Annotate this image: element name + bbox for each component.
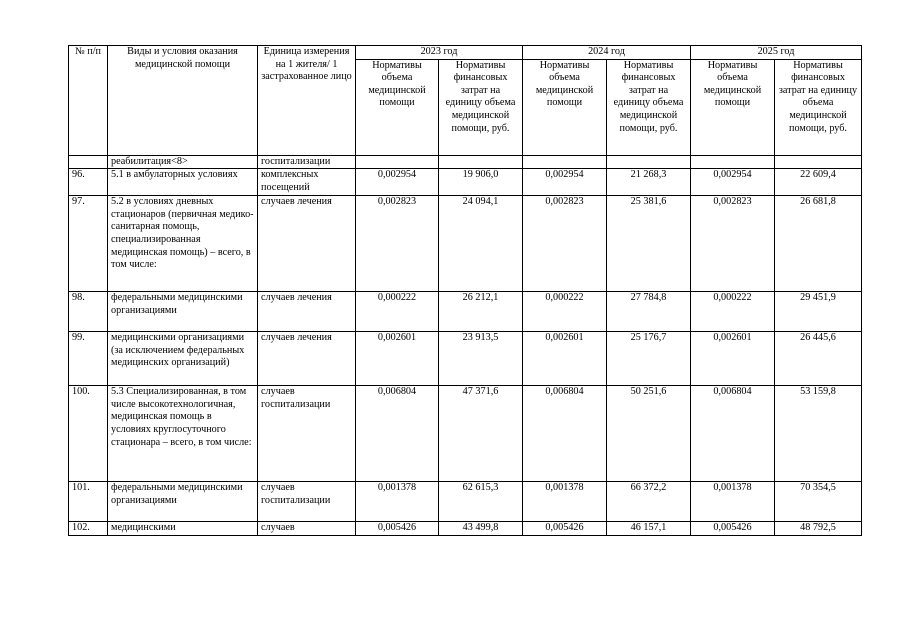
row-cost-2024: 50 251,6 [607, 386, 691, 482]
row-unit: случаев лечения [258, 332, 356, 386]
row-volume-2025: 0,001378 [691, 482, 775, 522]
row-num [69, 155, 108, 169]
row-cost-2025: 48 792,5 [775, 522, 862, 536]
row-volume-2024: 0,002823 [523, 196, 607, 292]
row-volume-2025: 0,002954 [691, 169, 775, 196]
row-unit: случаев лечения [258, 292, 356, 332]
row-num: 101. [69, 482, 108, 522]
header-cost-2024: Нормативы финансовых затрат на единицу объема медицинской помощи, руб. [607, 59, 691, 155]
table-row [69, 196, 862, 292]
header-volume-2025: Нормативы объема медицинской помощи [691, 59, 775, 155]
row-cost-2023: 23 913,5 [439, 332, 523, 386]
row-cost-2024: 21 268,3 [607, 169, 691, 196]
row-num: 97. [69, 196, 108, 292]
row-cost-2023: 43 499,8 [439, 522, 523, 536]
row-kind: медицинскими организациями (за исключением федеральных медицинских организаций) [108, 332, 258, 386]
row-volume-2025 [691, 155, 775, 169]
header-volume-2024: Нормативы объема медицинской помощи [523, 59, 607, 155]
row-cost-2025: 26 445,6 [775, 332, 862, 386]
row-kind: 5.3 Специализированная, в том числе высокотехнологичная, медицинская помощь в условиях круглосуточного стационара – всего, в том числе: [108, 386, 258, 482]
row-kind: 5.2 в условиях дневных стационаров (первичная медико-санитарная помощь, специализированная медицинская помощь) – всего, в том числе: [108, 196, 258, 292]
row-volume-2024: 0,000222 [523, 292, 607, 332]
row-unit: случаев госпитализации [258, 482, 356, 522]
table-row [69, 482, 862, 522]
row-cost-2024: 27 784,8 [607, 292, 691, 332]
row-volume-2023 [356, 155, 439, 169]
row-unit: случаев лечения [258, 196, 356, 292]
row-cost-2025 [775, 155, 862, 169]
header-unit: Единица измерения на 1 жителя/ 1 застрахованное лицо [258, 46, 356, 156]
table-row [69, 169, 862, 196]
row-cost-2025: 70 354,5 [775, 482, 862, 522]
header-year-2024: 2024 год [523, 46, 691, 60]
row-volume-2024: 0,002601 [523, 332, 607, 386]
row-kind: федеральными медицинскими организациями [108, 482, 258, 522]
row-volume-2023: 0,002601 [356, 332, 439, 386]
row-cost-2025: 29 451,9 [775, 292, 862, 332]
row-cost-2024: 66 372,2 [607, 482, 691, 522]
table-header [69, 46, 862, 156]
header-cost-2023: Нормативы финансовых затрат на единицу объема медицинской помощи, руб. [439, 59, 523, 155]
row-kind: реабилитация<8> [108, 155, 258, 169]
table-row [69, 386, 862, 482]
row-num: 96. [69, 169, 108, 196]
table-row [69, 292, 862, 332]
row-cost-2023 [439, 155, 523, 169]
header-volume-2023: Нормативы объема медицинской помощи [356, 59, 439, 155]
row-volume-2025: 0,002823 [691, 196, 775, 292]
row-cost-2023: 62 615,3 [439, 482, 523, 522]
row-num: 98. [69, 292, 108, 332]
row-unit: случаев госпитализации [258, 386, 356, 482]
row-num: 102. [69, 522, 108, 536]
header-num: № п/п [69, 46, 108, 156]
table-row [69, 155, 862, 169]
row-unit: случаев [258, 522, 356, 536]
header-year-2025: 2025 год [691, 46, 862, 60]
row-unit: госпитализации [258, 155, 356, 169]
row-cost-2023: 19 906,0 [439, 169, 523, 196]
row-cost-2024: 46 157,1 [607, 522, 691, 536]
row-volume-2024 [523, 155, 607, 169]
row-volume-2023: 0,001378 [356, 482, 439, 522]
row-cost-2023: 47 371,6 [439, 386, 523, 482]
row-volume-2023: 0,005426 [356, 522, 439, 536]
row-kind: медицинскими [108, 522, 258, 536]
row-cost-2025: 53 159,8 [775, 386, 862, 482]
row-cost-2024 [607, 155, 691, 169]
row-cost-2025: 22 609,4 [775, 169, 862, 196]
row-volume-2024: 0,006804 [523, 386, 607, 482]
row-volume-2024: 0,001378 [523, 482, 607, 522]
row-volume-2025: 0,000222 [691, 292, 775, 332]
row-cost-2024: 25 381,6 [607, 196, 691, 292]
row-kind: 5.1 в амбулаторных условиях [108, 169, 258, 196]
row-cost-2023: 24 094,1 [439, 196, 523, 292]
row-cost-2023: 26 212,1 [439, 292, 523, 332]
norms-table [68, 45, 862, 536]
header-kinds: Виды и условия оказания медицинской помощи [108, 46, 258, 156]
row-volume-2023: 0,006804 [356, 386, 439, 482]
table-row [69, 332, 862, 386]
row-volume-2023: 0,002954 [356, 169, 439, 196]
header-year-2023: 2023 год [356, 46, 523, 60]
row-volume-2025: 0,002601 [691, 332, 775, 386]
row-volume-2024: 0,005426 [523, 522, 607, 536]
row-volume-2023: 0,002823 [356, 196, 439, 292]
header-cost-2025: Нормативы финансовых затрат на единицу объема медицинской помощи, руб. [775, 59, 862, 155]
row-cost-2024: 25 176,7 [607, 332, 691, 386]
row-kind: федеральными медицинскими организациями [108, 292, 258, 332]
table-row [69, 522, 862, 536]
row-num: 100. [69, 386, 108, 482]
row-volume-2025: 0,006804 [691, 386, 775, 482]
row-num: 99. [69, 332, 108, 386]
row-volume-2025: 0,005426 [691, 522, 775, 536]
table-body [69, 155, 862, 535]
row-volume-2023: 0,000222 [356, 292, 439, 332]
row-volume-2024: 0,002954 [523, 169, 607, 196]
row-unit: комплексных посещений [258, 169, 356, 196]
row-cost-2025: 26 681,8 [775, 196, 862, 292]
